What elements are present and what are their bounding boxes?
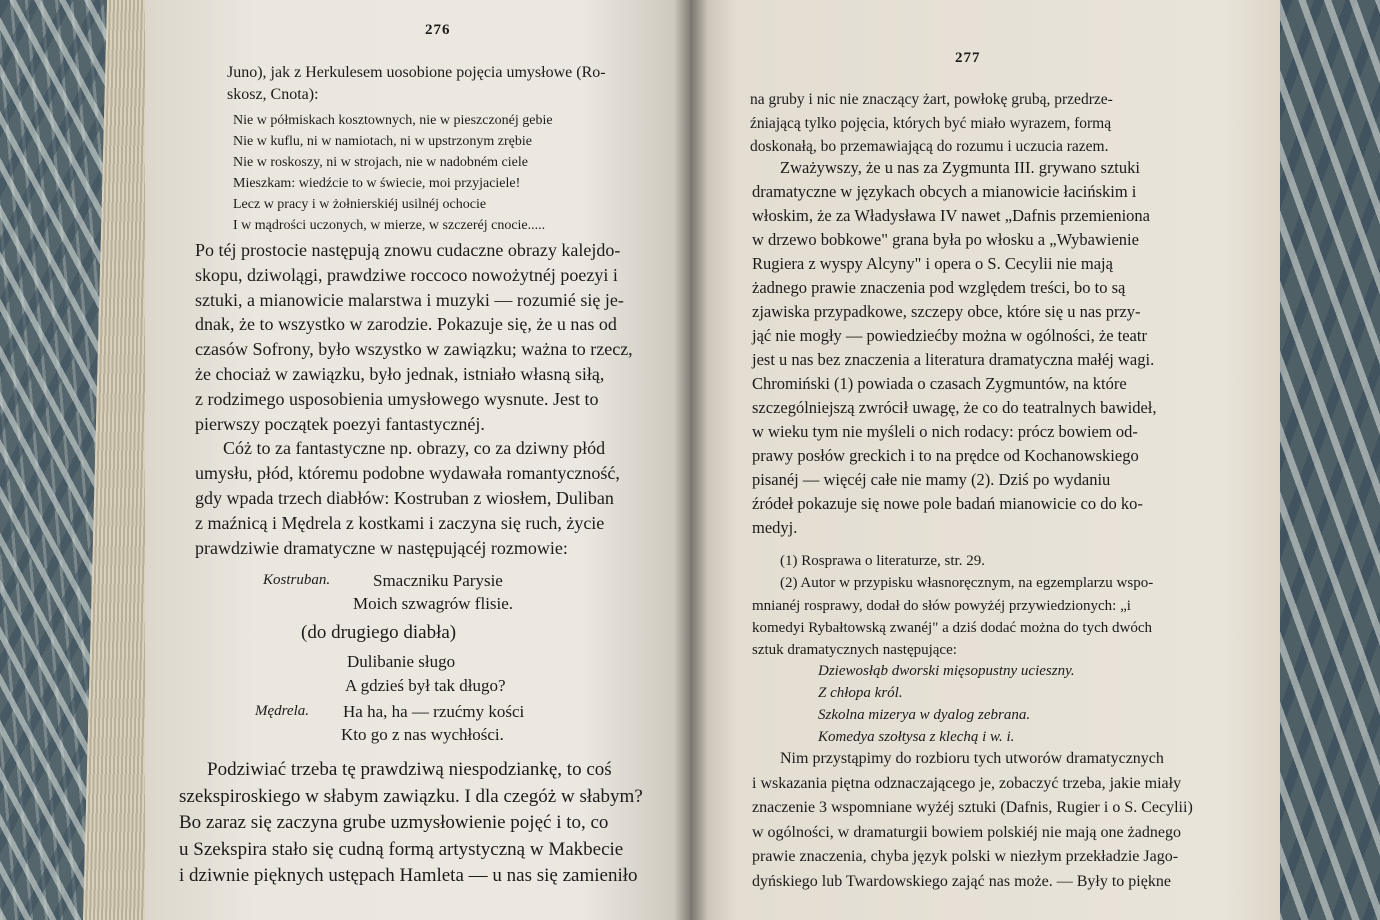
text-line: i dziwnie pięknych ustępach Hamleta — u nas się zamieniło (179, 865, 638, 886)
text-line: dyńskiego lub Twardowskiego zająć nas może. — Były to piękne (752, 872, 1171, 890)
text-line: w ogólności, w dramaturgii bowiem polskiéj nie mają one żadnego (752, 823, 1181, 841)
text-line: na gruby i nic nie znaczący żart, powłokę grubą, przedrze- (750, 91, 1113, 108)
text-line: Zważywszy, że u nas za Zygmunta III. grywano sztuki (780, 158, 1140, 177)
text-line: umysłu, płód, któremu podobne wydawała romantyczność, (195, 463, 620, 484)
text-line: że chociaż w zawiązku, było jednak, istniało własną siłą, (195, 363, 605, 384)
left-page (145, 0, 690, 920)
text-line: skopu, dziwolągi, prawdziwe roccoco nowożytnéj poezyi i (195, 264, 618, 285)
text-line: pisanéj — więcéj całe nie mamy (2). Dziś po wydaniu (752, 470, 1111, 489)
text-line: jest u nas bez znaczenia a literatura dramatyczna małéj wagi. (752, 350, 1155, 369)
poem-line: I w mądrości uczonych, w mierze, w szczeréj cnocie..... (233, 218, 546, 233)
right-page (690, 0, 1280, 920)
poem-line: Nie w kuflu, ni w namiotach, ni w upstrzonym zrębie (233, 134, 532, 149)
text-line: doskonałą, bo przemawiającą do rozumu i uczucia razem. (750, 138, 1109, 155)
text-line: szekspiroskiego w słabym zawiązku. I dla czegóż w słabym? (179, 785, 643, 807)
text-line: w wieku tym nie myśleli o nich rodacy: prócz bowiem od- (752, 422, 1138, 441)
poem-line: Nie w półmiskach kosztownych, nie w pieszczonéj gebie (233, 113, 553, 128)
text-line: źródeł pokazuje się nowe pole badań mianowicie co do ko- (752, 494, 1143, 513)
text-line: Juno), jak z Herkulesem uosobione pojęcia umysłowe (Ro- (227, 64, 606, 81)
text-line: znaczenie 3 wspomniane wyżéj sztuki (Dafnis, Rugier i o S. Cecylii) (752, 799, 1193, 817)
text-line: medyj. (752, 518, 798, 537)
speaker-medrela: Mędrela. (255, 703, 310, 719)
text-line: jąć nie mogły — powiedziećby można w ogólności, że teatr (752, 326, 1147, 345)
verse-line: Moich szwagrów flisie. (353, 594, 514, 613)
left-poem (233, 110, 663, 236)
text-line: dnak, że to wszystko w zarodzie. Pokazuje się, że u nas od (195, 314, 617, 335)
verse-line: Ha ha, ha — rzućmy kości (343, 702, 525, 721)
footnote-line: (2) Autor w przypisku własnoręcznym, na egzemplarzu wspo- (780, 575, 1154, 592)
text-line: zjawiska przypadkowe, szczepy obce, które się u nas przy- (752, 302, 1141, 321)
poem-line: Lecz w pracy i w żołnierskiéj usilnéj ochocie (233, 197, 487, 212)
speaker-kostruban: Kostruban. (263, 572, 331, 588)
poem-line: Nie w roskoszy, ni w strojach, nie w nadobném ciele (233, 155, 528, 170)
text-line: włoskim, że za Władysława IV nawet „Dafnis przemieniona (752, 206, 1150, 225)
text-line: i wskazania piętna odznaczającego je, zobaczyć trzeba, jakie miały (752, 774, 1182, 792)
footnote-line: (1) Rosprawa o literaturze, str. 29. (780, 553, 985, 569)
verse-line: Dulibanie sługo (347, 652, 456, 671)
text-line: szczególniejszą zwrócił uwagę, że co do teatralnych bawideł, (752, 398, 1157, 417)
list-item: Komedya szołtysa z klechą i w. i. (818, 729, 1015, 745)
text-line: z maźnicą i Mędrela z kostkami i zaczyna się ruch, życie (195, 512, 605, 533)
text-line: sztuki, a mianowicie malarstwa i muzyki — rozumié się je- (195, 289, 624, 310)
text-line: Rugiera z wyspy Alcyny" i opera o S. Cecylii nie mają (752, 254, 1113, 273)
verse-line: Kto go z nas wychłości. (341, 725, 504, 744)
text-line: pierwszy początek poezyi fantastycznéj. (195, 413, 485, 434)
list-item: Z chłopa król. (818, 685, 903, 701)
left-intro (227, 62, 667, 106)
text-line: Chromiński (1) powiada o czasach Zygmuntów, na które (752, 374, 1127, 393)
text-line: Cóż to za fantastyczne np. obrazy, co za dziwny płód (223, 438, 606, 459)
poem-line: Mieszkam: wiedźcie to w świecie, moi przyjaciele! (233, 176, 521, 191)
text-line: żadnego prawie znaczenia pod względem treści, bo to są (752, 278, 1126, 297)
text-line: dramatyczne w językach obcych a mianowicie łacińskim i (752, 182, 1137, 201)
text-line: prawy posłów greckich i to na prędce od Kochanowskiego (752, 446, 1139, 465)
text-line: Bo zaraz się zaczyna grube uzmysłowienie pojęć i to, co (179, 812, 609, 833)
text-line: skosz, Cnota): (227, 86, 319, 103)
text-line: Po téj prostocie następują znowu cudaczne obrazy kalejdo- (195, 240, 621, 260)
footnote-line: mnianéj rosprawy, dodał do słów powyżéj przywiedzionych: „i (752, 597, 1131, 614)
list-item: Szkolna mizerya w dyalog zebrana. (818, 707, 1031, 723)
text-line: u Szekspira stało się cudną formą artystyczną w Makbecie (179, 838, 624, 860)
footnote-line: komedyi Rybałtowską zwanéj" a dziś dodać można do tych dwóch (752, 619, 1152, 636)
stage-direction: (do drugiego diabła) (301, 622, 457, 643)
left-closing (179, 757, 679, 890)
right-closing (752, 747, 1242, 895)
page-number-left: 276 (425, 22, 451, 38)
text-line: Podziwiać trzeba tę prawdziwą niespodziankę, to coś (207, 759, 612, 780)
footnotes (752, 550, 1232, 661)
text-line: źniającą tylko pojęcia, których być miało wyrazem, formą (750, 114, 1112, 132)
page-number-right: 277 (955, 50, 981, 66)
text-line: prawdziwie dramatyczne w następującéj rozmowie: (195, 537, 568, 558)
play-list (818, 660, 1238, 748)
left-body (195, 238, 665, 560)
right-top (750, 88, 1230, 159)
text-line: z rodzimego usposobienia umysłowego wysnute. Jest to (195, 388, 599, 409)
verse-line: Smaczniku Parysie (373, 571, 503, 590)
text-line: gdy wpada trzech diabłów: Kostruban z wiosłem, Duliban (195, 487, 614, 508)
text-line: w drzewo bobkowe" grana była po włosku a „Wybawienie (752, 230, 1139, 249)
book-gutter (674, 0, 708, 920)
footnote-line: sztuk dramatycznych następujące: (752, 642, 957, 659)
verse-line: A gdzieś był tak długo? (345, 676, 506, 695)
text-line: Nim przystąpimy do rozbioru tych utworów dramatycznych (780, 750, 1164, 767)
text-line: czasów Sofrony, było wszystko w zawiązku; ważna to rzecz, (195, 339, 633, 360)
text-line: prawie znaczenia, chyba język polski w niezłym przekładzie Jago- (752, 848, 1179, 866)
right-body (752, 156, 1232, 540)
list-item: Dziewosłąb dworski mięsopustny ucieszny. (818, 663, 1075, 679)
